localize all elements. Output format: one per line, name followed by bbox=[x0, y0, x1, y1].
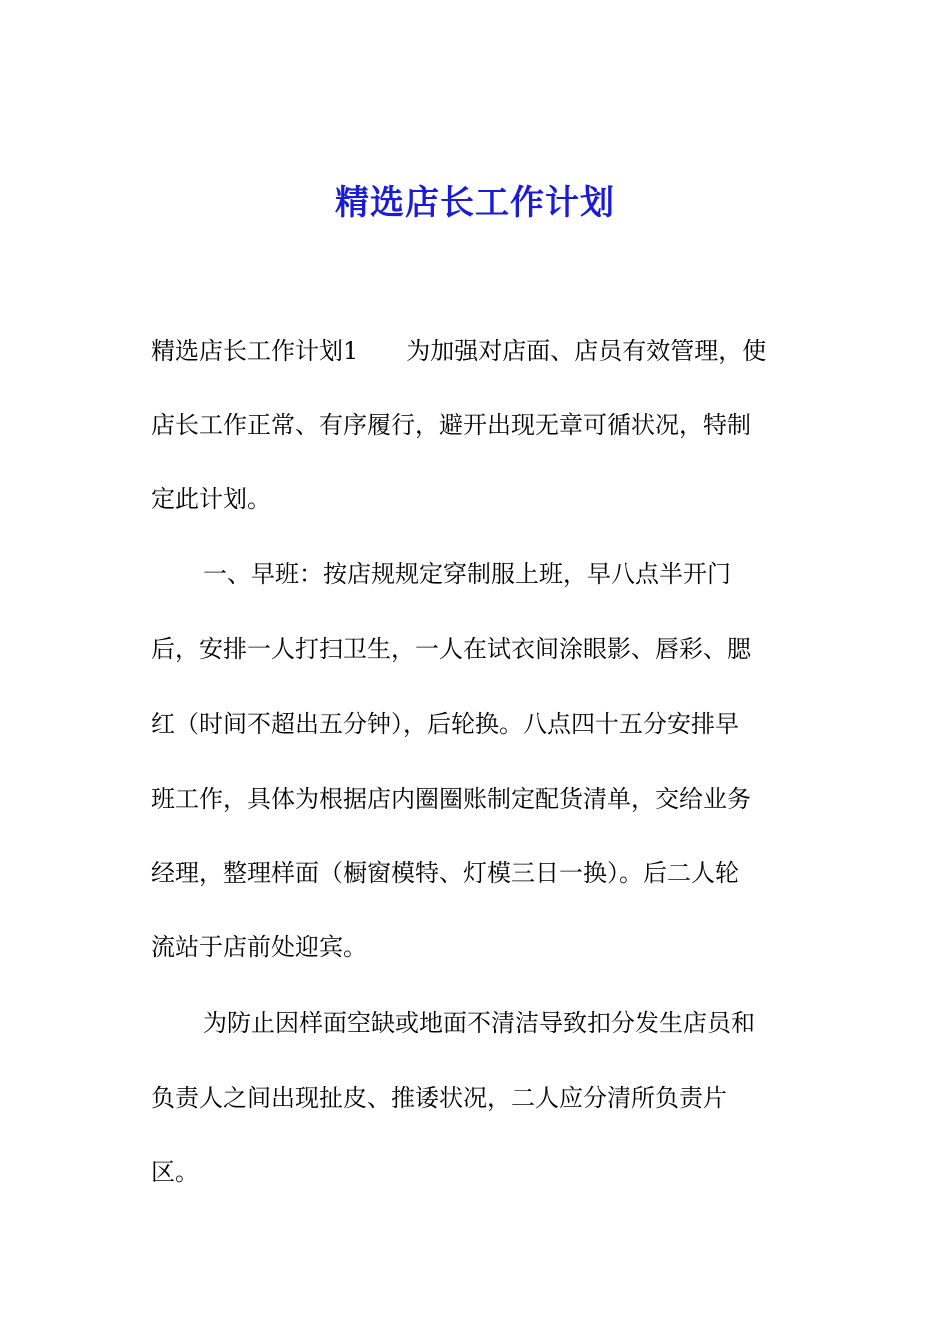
paragraph-line: 精选店长工作计划1 为加强对店面、店员有效管理，使 bbox=[151, 337, 767, 365]
paragraph-line: 区。 bbox=[151, 1158, 199, 1186]
document-title: 精选店长工作计划 bbox=[335, 183, 615, 223]
paragraph-line: 经理，整理样面（橱窗模特、灯模三日一换）。后二人轮 bbox=[151, 859, 739, 887]
paragraph-line: 班工作，具体为根据店内圈圈账制定配货清单，交给业务 bbox=[151, 785, 751, 813]
paragraph-line: 定此计划。 bbox=[151, 485, 271, 513]
paragraph-line: 一、早班：按店规规定穿制服上班，早八点半开门 bbox=[203, 560, 731, 588]
paragraph-line: 后，安排一人打扫卫生，一人在试衣间涂眼影、唇彩、腮 bbox=[151, 635, 751, 663]
paragraph-line: 为防止因样面空缺或地面不清洁导致扣分发生店员和 bbox=[203, 1009, 755, 1037]
paragraph-line: 红（时间不超出五分钟），后轮换。八点四十五分安排早 bbox=[151, 710, 739, 738]
paragraph-line: 流站于店前处迎宾。 bbox=[151, 933, 367, 961]
paragraph-line: 负责人之间出现扯皮、推诿状况，二人应分清所负责片 bbox=[151, 1084, 727, 1112]
paragraph-line: 店长工作正常、有序履行，避开出现无章可循状况，特制 bbox=[151, 411, 751, 439]
